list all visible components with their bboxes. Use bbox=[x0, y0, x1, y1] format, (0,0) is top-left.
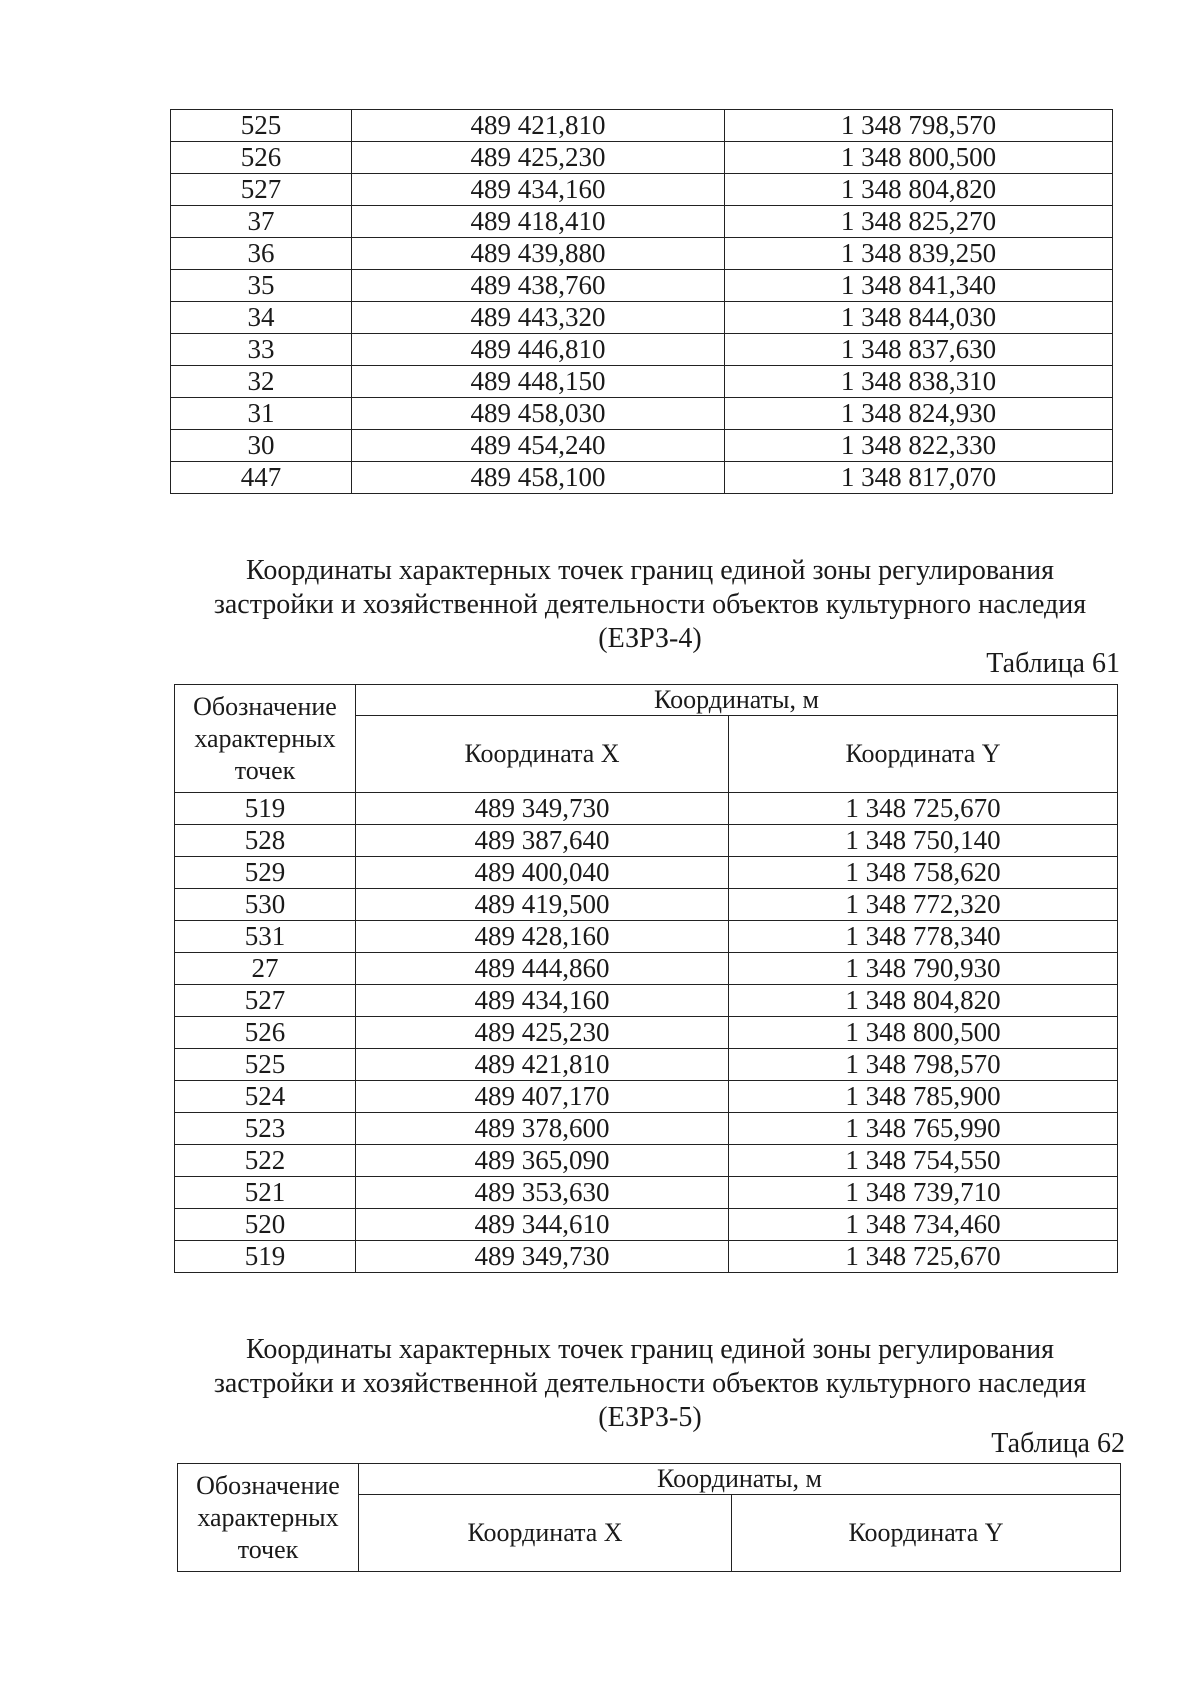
coordinate-x-cell: 489 434,160 bbox=[352, 174, 725, 206]
coordinate-y-cell: 1 348 798,570 bbox=[729, 1049, 1118, 1081]
point-number-cell: 530 bbox=[175, 889, 356, 921]
table-row bbox=[175, 793, 1118, 825]
table-row bbox=[171, 430, 1113, 462]
table-row bbox=[171, 462, 1113, 494]
coordinate-y-cell: 1 348 778,340 bbox=[729, 921, 1118, 953]
point-number-cell: 528 bbox=[175, 825, 356, 857]
point-number-cell: 36 bbox=[171, 238, 352, 270]
coordinate-x-cell: 489 458,030 bbox=[352, 398, 725, 430]
coordinate-x-cell: 489 439,880 bbox=[352, 238, 725, 270]
coordinate-x-cell: 489 418,410 bbox=[352, 206, 725, 238]
coordinate-y-cell: 1 348 839,250 bbox=[725, 238, 1113, 270]
coordinate-y-cell: 1 348 804,820 bbox=[729, 985, 1118, 1017]
coordinate-x-cell: 489 443,320 bbox=[352, 302, 725, 334]
point-number-cell: 35 bbox=[171, 270, 352, 302]
header-point-designation: Обозначение характерных точек bbox=[178, 1464, 359, 1572]
point-number-cell: 30 bbox=[171, 430, 352, 462]
table-row bbox=[175, 1145, 1118, 1177]
coordinate-y-cell: 1 348 765,990 bbox=[729, 1113, 1118, 1145]
table-row bbox=[171, 110, 1113, 142]
coordinate-x-cell: 489 458,100 bbox=[352, 462, 725, 494]
coordinate-y-cell: 1 348 790,930 bbox=[729, 953, 1118, 985]
coordinates-table-continued bbox=[170, 109, 1113, 494]
coordinate-y-cell: 1 348 739,710 bbox=[729, 1177, 1118, 1209]
coordinate-y-cell: 1 348 750,140 bbox=[729, 825, 1118, 857]
coordinate-y-cell: 1 348 825,270 bbox=[725, 206, 1113, 238]
coordinate-x-cell: 489 353,630 bbox=[356, 1177, 729, 1209]
header-coordinate-x: Координата X bbox=[359, 1495, 732, 1572]
header-coordinates: Координаты, м bbox=[359, 1464, 1121, 1495]
point-number-cell: 27 bbox=[175, 953, 356, 985]
table-row bbox=[175, 985, 1118, 1017]
coordinate-y-cell: 1 348 725,670 bbox=[729, 793, 1118, 825]
coordinate-x-cell: 489 425,230 bbox=[352, 142, 725, 174]
point-number-cell: 33 bbox=[171, 334, 352, 366]
coordinate-y-cell: 1 348 758,620 bbox=[729, 857, 1118, 889]
table-row bbox=[175, 1113, 1118, 1145]
point-number-cell: 521 bbox=[175, 1177, 356, 1209]
coordinate-x-cell: 489 344,610 bbox=[356, 1209, 729, 1241]
table-row bbox=[175, 1017, 1118, 1049]
coordinate-x-cell: 489 387,640 bbox=[356, 825, 729, 857]
point-number-cell: 523 bbox=[175, 1113, 356, 1145]
header-coordinate-y: Координата Y bbox=[732, 1495, 1121, 1572]
coordinate-y-cell: 1 348 844,030 bbox=[725, 302, 1113, 334]
coordinate-x-cell: 489 378,600 bbox=[356, 1113, 729, 1145]
table-row bbox=[175, 1049, 1118, 1081]
coordinate-y-cell: 1 348 734,460 bbox=[729, 1209, 1118, 1241]
coordinate-x-cell: 489 421,810 bbox=[352, 110, 725, 142]
point-number-cell: 519 bbox=[175, 1241, 356, 1273]
section-caption-ezrz-5: Координаты характерных точек границ единой зоны регулирования застройки и хозяйственной деятельности объектов культурного наследия (ЕЗРЗ-5) bbox=[213, 1334, 1087, 1433]
table-row bbox=[171, 238, 1113, 270]
point-number-cell: 525 bbox=[171, 110, 352, 142]
coordinate-y-cell: 1 348 772,320 bbox=[729, 889, 1118, 921]
point-number-cell: 32 bbox=[171, 366, 352, 398]
coordinate-x-cell: 489 407,170 bbox=[356, 1081, 729, 1113]
table-row bbox=[175, 889, 1118, 921]
coordinate-y-cell: 1 348 798,570 bbox=[725, 110, 1113, 142]
coordinate-y-cell: 1 348 804,820 bbox=[725, 174, 1113, 206]
table-row bbox=[175, 857, 1118, 889]
section-caption-ezrz-4: Координаты характерных точек границ единой зоны регулирования застройки и хозяйственной деятельности объектов культурного наследия (ЕЗРЗ-4) bbox=[213, 555, 1087, 654]
point-number-cell: 529 bbox=[175, 857, 356, 889]
coordinates-table-62 bbox=[177, 1463, 1121, 1572]
header-coordinate-x: Координата X bbox=[356, 716, 729, 793]
coordinate-y-cell: 1 348 800,500 bbox=[725, 142, 1113, 174]
point-number-cell: 522 bbox=[175, 1145, 356, 1177]
point-number-cell: 526 bbox=[175, 1017, 356, 1049]
table-row bbox=[175, 825, 1118, 857]
coordinate-y-cell: 1 348 837,630 bbox=[725, 334, 1113, 366]
coordinate-y-cell: 1 348 824,930 bbox=[725, 398, 1113, 430]
point-number-cell: 531 bbox=[175, 921, 356, 953]
coordinate-x-cell: 489 421,810 bbox=[356, 1049, 729, 1081]
point-number-cell: 525 bbox=[175, 1049, 356, 1081]
coordinate-y-cell: 1 348 800,500 bbox=[729, 1017, 1118, 1049]
table-row bbox=[171, 206, 1113, 238]
coordinate-x-cell: 489 425,230 bbox=[356, 1017, 729, 1049]
header-coordinates: Координаты, м bbox=[356, 685, 1118, 716]
point-number-cell: 520 bbox=[175, 1209, 356, 1241]
table-number-61: Таблица 61 bbox=[986, 648, 1120, 679]
point-number-cell: 447 bbox=[171, 462, 352, 494]
header-point-designation: Обозначение характерных точек bbox=[175, 685, 356, 793]
table-row bbox=[171, 334, 1113, 366]
point-number-cell: 34 bbox=[171, 302, 352, 334]
coordinate-y-cell: 1 348 838,310 bbox=[725, 366, 1113, 398]
coordinate-x-cell: 489 444,860 bbox=[356, 953, 729, 985]
point-number-cell: 527 bbox=[171, 174, 352, 206]
table-row bbox=[171, 270, 1113, 302]
coordinates-table-61 bbox=[174, 684, 1118, 1273]
coordinate-x-cell: 489 349,730 bbox=[356, 1241, 729, 1273]
coordinate-x-cell: 489 349,730 bbox=[356, 793, 729, 825]
coordinate-x-cell: 489 446,810 bbox=[352, 334, 725, 366]
point-number-cell: 519 bbox=[175, 793, 356, 825]
coordinate-x-cell: 489 434,160 bbox=[356, 985, 729, 1017]
table-row bbox=[175, 1081, 1118, 1113]
coordinate-y-cell: 1 348 725,670 bbox=[729, 1241, 1118, 1273]
table-row bbox=[171, 398, 1113, 430]
coordinate-x-cell: 489 438,760 bbox=[352, 270, 725, 302]
coordinate-y-cell: 1 348 817,070 bbox=[725, 462, 1113, 494]
table-number-62: Таблица 62 bbox=[991, 1428, 1125, 1459]
coordinate-x-cell: 489 428,160 bbox=[356, 921, 729, 953]
point-number-cell: 527 bbox=[175, 985, 356, 1017]
table-row bbox=[171, 366, 1113, 398]
table-row bbox=[175, 1241, 1118, 1273]
coordinate-x-cell: 489 400,040 bbox=[356, 857, 729, 889]
point-number-cell: 526 bbox=[171, 142, 352, 174]
header-coordinate-y: Координата Y bbox=[729, 716, 1118, 793]
table-row bbox=[171, 174, 1113, 206]
table-row bbox=[171, 302, 1113, 334]
point-number-cell: 31 bbox=[171, 398, 352, 430]
table-row bbox=[175, 1209, 1118, 1241]
point-number-cell: 37 bbox=[171, 206, 352, 238]
coordinate-x-cell: 489 454,240 bbox=[352, 430, 725, 462]
coordinate-x-cell: 489 448,150 bbox=[352, 366, 725, 398]
coordinate-x-cell: 489 419,500 bbox=[356, 889, 729, 921]
table-row bbox=[175, 921, 1118, 953]
table-row bbox=[171, 142, 1113, 174]
point-number-cell: 524 bbox=[175, 1081, 356, 1113]
table-row bbox=[175, 953, 1118, 985]
coordinate-y-cell: 1 348 785,900 bbox=[729, 1081, 1118, 1113]
coordinate-y-cell: 1 348 841,340 bbox=[725, 270, 1113, 302]
coordinate-y-cell: 1 348 822,330 bbox=[725, 430, 1113, 462]
table-row bbox=[175, 1177, 1118, 1209]
coordinate-y-cell: 1 348 754,550 bbox=[729, 1145, 1118, 1177]
coordinate-x-cell: 489 365,090 bbox=[356, 1145, 729, 1177]
